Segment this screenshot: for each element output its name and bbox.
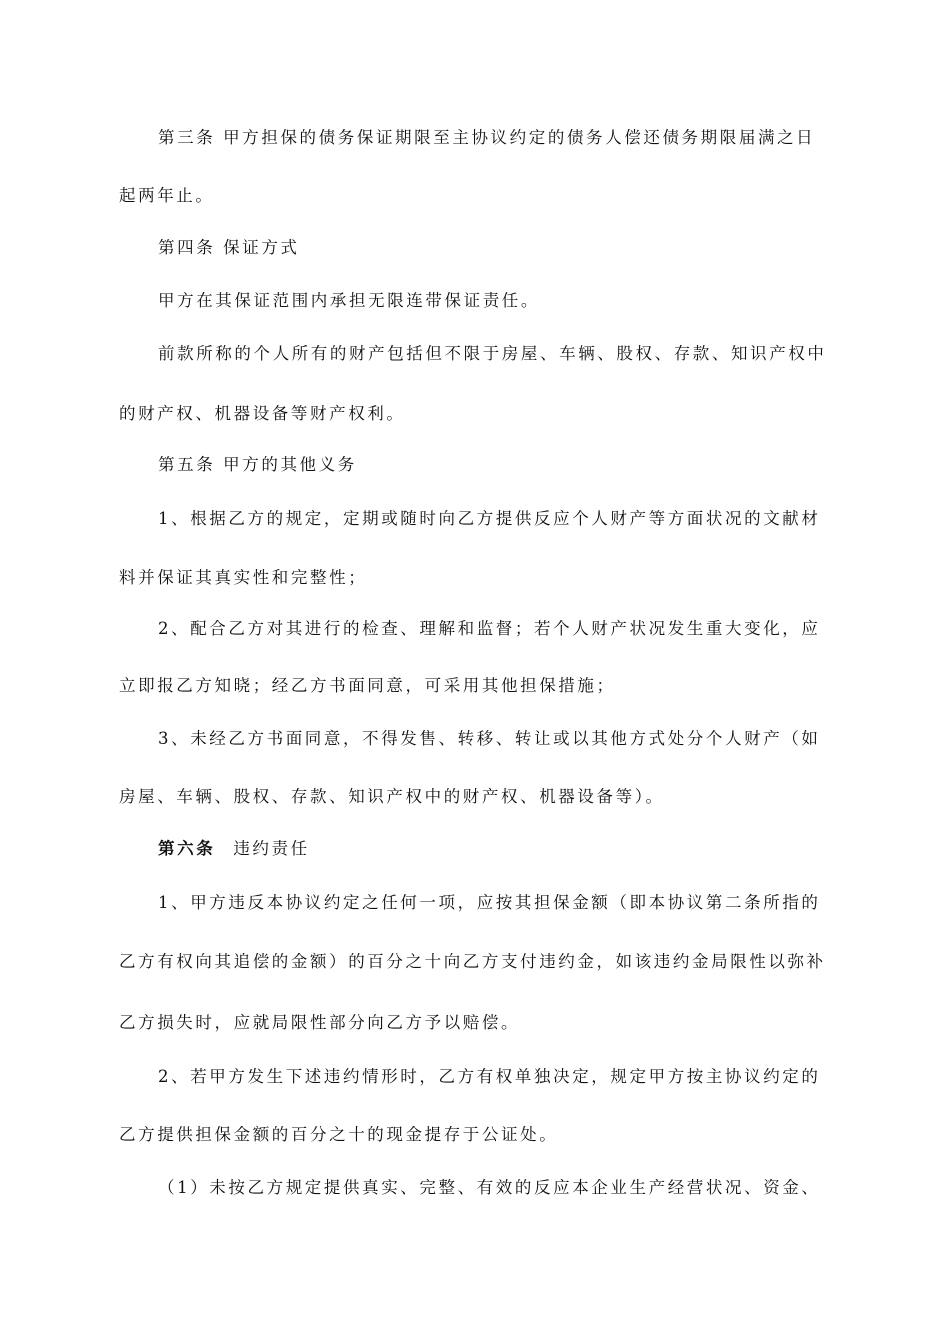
article-4-paragraph-2-line-2: 的财产权、机器设备等财产权利。	[119, 404, 406, 423]
article-5-item-2-line-1: 2、配合乙方对其进行的检查、理解和监督；若个人财产状况发生重大变化，应	[158, 619, 821, 638]
article-5-item-1-line-1: 1、根据乙方的规定，定期或随时向乙方提供反应个人财产等方面状况的文献材	[158, 509, 821, 528]
article-6-item-1-line-2: 乙方有权向其追偿的金额）的百分之十向乙方支付违约金，如该违约金局限性以弥补	[119, 952, 826, 971]
article-5-item-1-line-2: 料并保证其真实性和完整性；	[119, 568, 368, 587]
article-6-item-2-line-2: 乙方提供担保金额的百分之十的现金提存于公证处。	[119, 1125, 559, 1144]
article-6-item-1-line-1: 1、甲方违反本协议约定之任何一项，应按其担保金额（即本协议第二条所指的	[158, 893, 821, 912]
article-6-item-2-line-1: 2、若甲方发生下述违约情形时，乙方有权单独决定，规定甲方按主协议约定的	[158, 1067, 821, 1086]
article-6-subitem-1-line-1: （1）未按乙方规定提供真实、完整、有效的反应本企业生产经营状况、资金、	[158, 1178, 821, 1197]
article-3-line-1: 第三条 甲方担保的债务保证期限至主协议约定的债务人偿还债务期限届满之日	[158, 128, 816, 147]
article-5-item-3-line-2: 房屋、车辆、股权、存款、知识产权中的财产权、机器设备等）。	[119, 787, 665, 806]
article-6-heading	[158, 838, 310, 860]
article-3-line-2: 起两年止。	[119, 186, 215, 205]
article-4-paragraph-1: 甲方在其保证范围内承担无限连带保证责任。	[158, 291, 540, 310]
article-5-heading: 第五条 甲方的其他义务	[158, 455, 357, 474]
article-4-heading: 第四条 保证方式	[158, 238, 300, 257]
article-6-item-1-line-3: 乙方损失时，应就局限性部分向乙方予以赔偿。	[119, 1013, 521, 1032]
article-6-heading-title: 违约责任	[233, 839, 310, 858]
article-5-item-3-line-1: 3、未经乙方书面同意，不得发售、转移、转让或以其他方式处分个人财产（如	[158, 729, 821, 748]
article-6-heading-number: 第六条	[158, 839, 216, 858]
article-5-item-2-line-2: 立即报乙方知晓；经乙方书面同意，可采用其他担保措施；	[119, 676, 616, 695]
article-4-paragraph-2-line-1: 前款所称的个人所有的财产包括但不限于房屋、车辆、股权、存款、知识产权中	[158, 344, 827, 363]
